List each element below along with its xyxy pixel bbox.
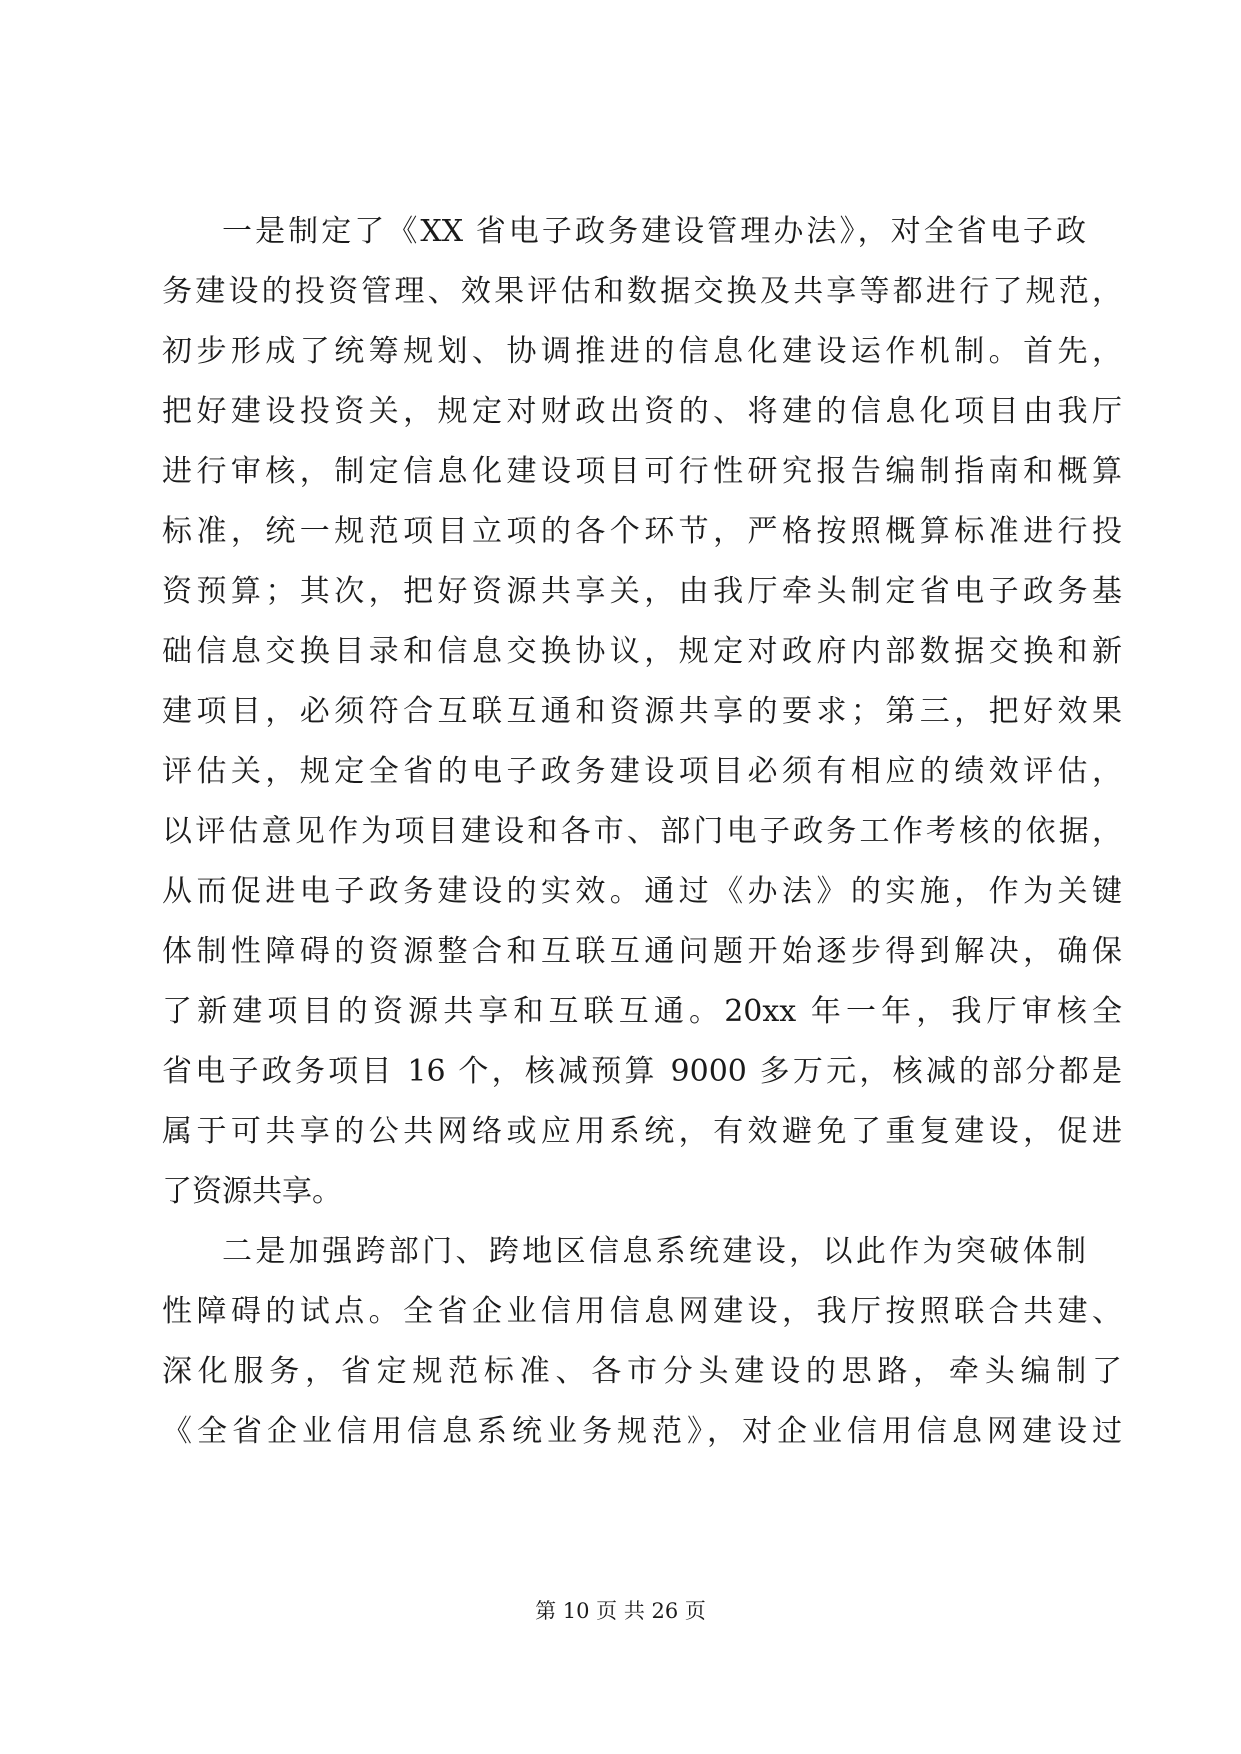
paragraph-1-line-6: 标准，统一规范项目立项的各个环节，严格按照概算标准进行投	[162, 514, 1122, 549]
paragraph-1-line-10: 评估关，规定全省的电子政务建设项目必须有相应的绩效评估，	[162, 754, 1122, 789]
paragraph-1-line-8: 础信息交换目录和信息交换协议，规定对政府内部数据交换和新	[162, 634, 1122, 669]
paragraph-1-line-17: 了资源共享。	[162, 1174, 342, 1209]
paragraph-1-line-4: 把好建设投资关，规定对财政出资的、将建的信息化项目由我厅	[162, 394, 1122, 429]
paragraph-1-line-3: 初步形成了统筹规划、协调推进的信息化建设运作机制。首先，	[162, 334, 1122, 369]
page-number-footer: 第 10 页 共 26 页	[535, 1599, 706, 1623]
paragraph-1-line-5: 进行审核，制定信息化建设项目可行性研究报告编制指南和概算	[162, 454, 1122, 489]
paragraph-1-line-7: 资预算；其次，把好资源共享关，由我厅牵头制定省电子政务基	[162, 574, 1122, 609]
paragraph-1-line-16: 属于可共享的公共网络或应用系统，有效避免了重复建设，促进	[162, 1114, 1122, 1149]
paragraph-2-line-3: 深化服务，省定规范标准、各市分头建设的思路，牵头编制了	[162, 1354, 1122, 1389]
paragraph-1-line-14: 了新建项目的资源共享和互联互通。20xx 年一年，我厅审核全	[162, 994, 1122, 1029]
paragraph-1-line-2: 务建设的投资管理、效果评估和数据交换及共享等都进行了规范，	[162, 274, 1122, 309]
paragraph-2-line-1: 二是加强跨部门、跨地区信息系统建设，以此作为突破体制	[222, 1234, 1086, 1269]
paragraph-1-line-1: 一是制定了《XX 省电子政务建设管理办法》，对全省电子政	[222, 214, 1086, 249]
paragraph-1-line-11: 以评估意见作为项目建设和各市、部门电子政务工作考核的依据，	[162, 814, 1122, 849]
paragraph-1-line-13: 体制性障碍的资源整合和互联互通问题开始逐步得到解决，确保	[162, 934, 1122, 969]
paragraph-1-line-12: 从而促进电子政务建设的实效。通过《办法》的实施，作为关键	[162, 874, 1122, 909]
paragraph-1-line-9: 建项目，必须符合互联互通和资源共享的要求；第三，把好效果	[162, 694, 1122, 729]
paragraph-1-line-15: 省电子政务项目 16 个，核减预算 9000 多万元，核减的部分都是	[162, 1054, 1122, 1089]
paragraph-2-line-2: 性障碍的试点。全省企业信用信息网建设，我厅按照联合共建、	[162, 1294, 1122, 1329]
paragraph-2-line-4: 《全省企业信用信息系统业务规范》，对企业信用信息网建设过	[162, 1414, 1122, 1449]
